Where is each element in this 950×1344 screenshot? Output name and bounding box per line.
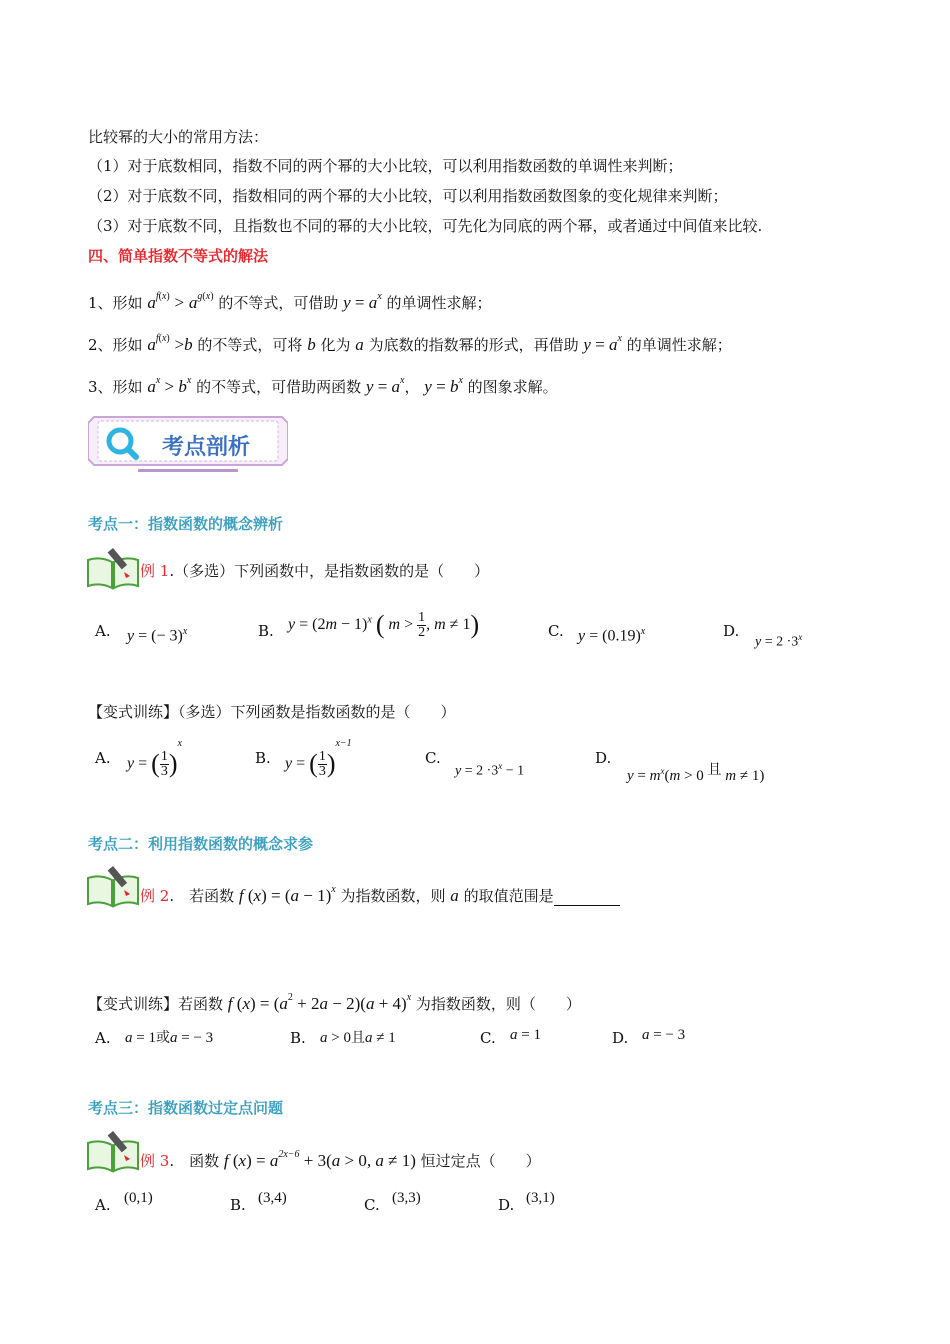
kp1-example: 例 1.（多选）下列函数中，是指数函数的是（ ） [140,562,490,580]
section4-heading: 四、简单指数不等式的解法 [88,247,269,265]
open-book-pencil-icon [86,546,140,590]
open-book-pencil-icon [86,1129,140,1173]
kp1-opt-d-math: $y = 2 \cdot 3^x$ [755,632,803,650]
kp1-opt-d: D. [723,622,740,640]
open-book-pencil-icon [86,864,140,908]
kp3-example: 例 3. 函数 f $(x) = a^{2x-6} + 3(a > 0$, a ≠ 1) 恒过定点（ ） [140,1149,541,1170]
kp2-opt-d-math: a = − 3 [642,1027,686,1043]
kp1-var-opt-b-math: y = ( $\frac{1}{3}$ )$^{x-1}$ [285,738,352,779]
kp2-opt-b: B. [290,1029,306,1047]
kp3-opt-c: C. [364,1196,380,1214]
kp1-opt-c: C. [548,622,564,640]
methods-title: 比较幂的大小的常用方法： [88,128,269,146]
kp2-opt-c: C. [480,1029,496,1047]
kp2-opt-b-math: a > 0且a ≠ 1 [320,1030,396,1046]
answer-blank[interactable] [554,889,620,906]
kp3-opt-a: A. [95,1196,111,1214]
kp3-opt-b: B. [230,1196,246,1214]
kp2-example: 例 2. 若函数 f $(x) = (a - 1)^x$ 为指数函数，则 a 的取值范围是 [140,880,620,906]
section4-rule-2: 2、形如 $a^{f(x)} >b$ 的不等式，可将 b 化为 a 为底数的指数幂的形式，再借助 $y = a^x$ 的单调性求解； [88,333,732,354]
kp2-heading: 考点二：利用指数函数的概念求参 [88,835,314,853]
kp3-opt-b-point: (3,4) [258,1190,287,1206]
kp1-opt-a-math: y = (− 3)$^x$ [127,626,188,645]
kp3-opt-d: D. [498,1196,515,1214]
kp1-var-opt-d-math: $y = m^x(m > 0$ 且 m ≠ 1) [627,762,765,784]
kp1-heading: 考点一：指数函数的概念辨析 [88,515,284,533]
methods-item-2: （2）对于底数不同，指数相同的两个幂的大小比较，可以利用指数函数图象的变化规律来判断； [88,187,728,205]
methods-item-3: （3）对于底数不同，且指数也不同的幂的大小比较，可先化为同底的两个幂，或者通过中间值来比较. [88,217,763,235]
kp1-opt-c-math: $y = (0.19)^x$ [578,626,646,645]
kp1-variant: 【变式训练】（多选）下列函数是指数函数的是（ ） [88,703,456,721]
kp2-opt-c-math: a = 1 [510,1027,541,1043]
kp1-opt-b-math: $y = (2m - 1)^x$ ( m > $\frac{1}{2}$ , m ≠ 1) [288,609,480,640]
kp3-opt-a-point: (0,1) [124,1190,153,1206]
kp2-opt-a-math: a = 1或a = − 3 [125,1030,214,1046]
kp1-var-opt-c: C. [425,749,441,767]
kp1-var-opt-a-math: y = ( $\frac{1}{3}$ )$^x$ [127,738,182,779]
kp3-opt-c-point: (3,3) [392,1190,421,1206]
kp3-heading: 考点三：指数函数过定点问题 [88,1099,284,1117]
kp1-var-opt-c-math: $y = 2 \cdot 3^x - 1$ [455,761,525,779]
kp1-opt-a: A. [95,622,111,640]
kp1-opt-b: B. [258,622,274,640]
section-banner [88,413,288,473]
kp2-opt-d: D. [612,1029,629,1047]
kp1-var-opt-b: B. [255,749,271,767]
methods-item-1: （1）对于底数相同，指数不同的两个幂的大小比较，可以利用指数函数的单调性来判断； [88,157,683,175]
kp3-opt-d-point: (3,1) [526,1190,555,1206]
kp2-opt-a: A. [95,1029,111,1047]
section4-rule-3: 3、形如 $a^x > b^x$ 的不等式，可借助两函数 $y = a^x$， $y = b^x$ 的图象求解。 [88,375,558,396]
kp1-var-opt-a: A. [95,749,111,767]
section4-rule-1: 1、形如 $a^{f(x)} > a^{g(x)}$ 的不等式，可借助 $y = a^x$ 的单调性求解； [88,291,492,312]
kp2-variant: 【变式训练】若函数 f $(x) = (a^2 + 2a - 2)(a + 4)^x$ 为指数函数，则（ ） [88,992,581,1013]
banner-title: 考点剖析 [162,435,251,460]
kp1-var-opt-d: D. [595,749,612,767]
